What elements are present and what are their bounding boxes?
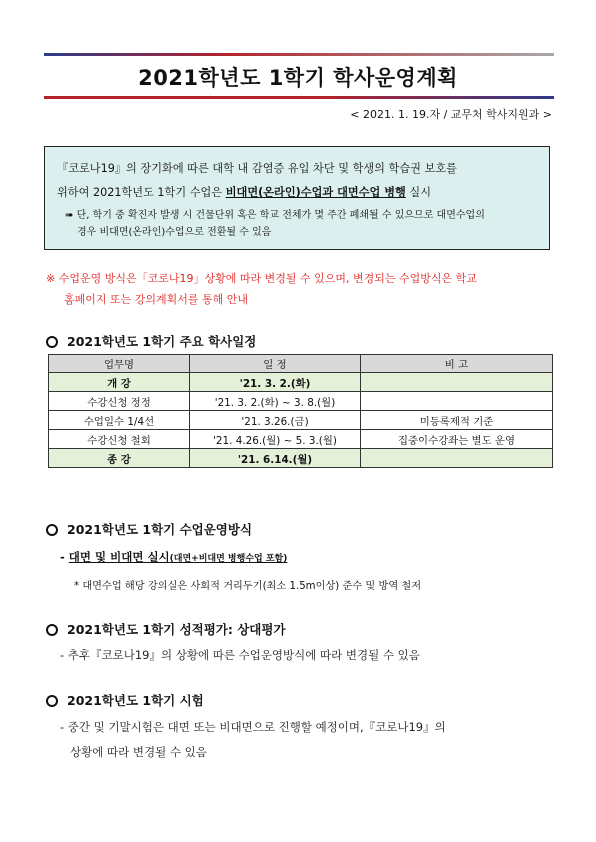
section-exam-heading bbox=[46, 691, 204, 709]
exam-body-line-1: - 중간 및 기말시험은 대면 또는 비대면으로 진행할 예정이며,『코로나19』의 bbox=[60, 720, 446, 734]
table-cell-name: 종 강 bbox=[49, 449, 190, 468]
notice-highlight: 비대면(온라인)수업과 대면수업 병행 bbox=[225, 186, 406, 199]
section-grading-title: 2021학년도 1학기 성적평가: 상대평가 bbox=[67, 622, 286, 637]
table-cell-date: '21. 4.26.(월) ~ 5. 3.(월) bbox=[190, 430, 361, 449]
table-cell-date: '21. 6.14.(월) bbox=[190, 449, 361, 468]
table-row bbox=[49, 392, 553, 411]
table-row bbox=[49, 411, 553, 430]
page-subtitle: < 2021. 1. 19.자 / 교무처 학사지원과 > bbox=[350, 108, 552, 121]
table-cell-name: 수강신청 정정 bbox=[49, 392, 190, 411]
circle-bullet-icon bbox=[46, 524, 58, 536]
table-cell-date: '21. 3. 2.(화) bbox=[190, 373, 361, 392]
table-cell-note: 집중이수강좌는 별도 운영 bbox=[361, 430, 553, 449]
table-cell-note: 미등록제적 기준 bbox=[361, 411, 553, 430]
notice-line-1: 『코로나19』의 장기화에 따른 대학 내 감염증 유입 차단 및 학생의 학습권 보호를 bbox=[57, 162, 457, 175]
item-dash: - bbox=[60, 550, 69, 564]
section-grading-heading bbox=[46, 620, 286, 638]
table-cell-note bbox=[361, 392, 553, 411]
header-bottom-rule bbox=[44, 96, 554, 99]
table-cell-name: 수업일수 1/4선 bbox=[49, 411, 190, 430]
section-schedule-title: 2021학년도 1학기 주요 학사일정 bbox=[67, 334, 257, 349]
table-header-row bbox=[49, 355, 553, 373]
notice-subnote bbox=[57, 207, 539, 241]
table-header-cell: 업무명 bbox=[49, 355, 190, 373]
table-cell-name: 개 강 bbox=[49, 373, 190, 392]
table-cell-name: 수강신청 철회 bbox=[49, 430, 190, 449]
table-cell-note bbox=[361, 373, 553, 392]
table-row bbox=[49, 430, 553, 449]
class-method-detail: (대면+비대면 병행수업 포함) bbox=[169, 554, 288, 564]
notice-line-2-suffix: 실시 bbox=[405, 186, 431, 199]
grading-body: - 추후『코로나19』의 상황에 따른 수업운영방식에 따라 변경될 수 있음 bbox=[60, 648, 420, 662]
arrow-icon: ➠ bbox=[65, 210, 74, 221]
header-top-rule bbox=[44, 53, 554, 56]
class-method-note: * 대면수업 해당 강의실은 사회적 거리두기(최소 1.5m이상) 준수 및 방역 철저 bbox=[74, 581, 422, 592]
page-title: 2021학년도 1학기 학사운영계획 bbox=[138, 66, 458, 90]
table-header-cell: 비 고 bbox=[361, 355, 553, 373]
circle-bullet-icon bbox=[46, 695, 58, 707]
notice-line-2 bbox=[57, 181, 539, 205]
warning-line-1: ※ 수업운영 방식은「코로나19」상황에 따라 변경될 수 있으며, 변경되는 수업방식은 학교 bbox=[46, 272, 477, 285]
circle-bullet-icon bbox=[46, 336, 58, 348]
warning-line-2: 홈페이지 또는 강의계획서를 통해 안내 bbox=[64, 293, 249, 306]
table-header-cell: 일 정 bbox=[190, 355, 361, 373]
exam-body bbox=[60, 715, 554, 765]
notice-line-2-prefix: 위하여 2021학년도 1학기 수업은 bbox=[57, 186, 226, 199]
table-cell-date: '21. 3. 2.(화) ~ 3. 8.(월) bbox=[190, 392, 361, 411]
table-row bbox=[49, 373, 553, 392]
notice-box bbox=[44, 146, 550, 250]
class-method-main: 대면 및 비대면 실시 bbox=[68, 550, 170, 564]
table-cell-date: '21. 3.26.(금) bbox=[190, 411, 361, 430]
table-cell-note bbox=[361, 449, 553, 468]
schedule-table bbox=[48, 354, 553, 468]
warning-text bbox=[46, 268, 556, 310]
notice-subnote-line-2: 경우 비대면(온라인)수업으로 전환될 수 있음 bbox=[77, 227, 272, 238]
class-method-item bbox=[60, 549, 287, 565]
section-class-method-heading bbox=[46, 520, 252, 538]
notice-subnote-line-1: 단, 학기 중 확진자 발생 시 건물단위 혹은 학교 전체가 몇 주간 폐쇄될 수 있으므로 대면수업의 bbox=[76, 210, 485, 221]
exam-body-line-2: 상황에 따라 변경될 수 있음 bbox=[70, 745, 207, 759]
section-class-method-title: 2021학년도 1학기 수업운영방식 bbox=[67, 522, 253, 537]
circle-bullet-icon bbox=[46, 624, 58, 636]
section-schedule-heading bbox=[46, 332, 256, 350]
table-row bbox=[49, 449, 553, 468]
section-exam-title: 2021학년도 1학기 시험 bbox=[67, 693, 204, 708]
